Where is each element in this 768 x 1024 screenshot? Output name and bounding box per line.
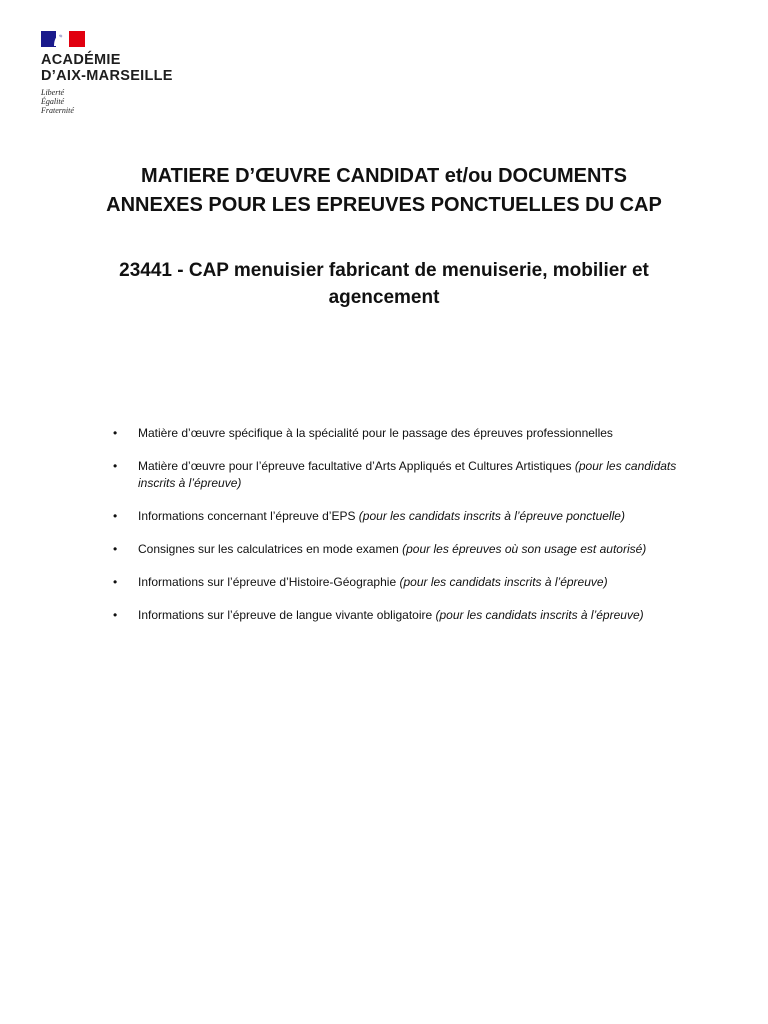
list-item-note: (pour les candidats inscrits à l’épreuve) bbox=[138, 459, 677, 490]
list-item-note: (pour les candidats inscrits à l’épreuve) bbox=[399, 575, 608, 589]
list-item-note: (pour les épreuves où son usage est autorisé) bbox=[402, 542, 647, 556]
bullet-icon: • bbox=[113, 542, 118, 556]
academy-name-line2: D’AIX-MARSEILLE bbox=[41, 68, 173, 84]
list-item-text: Informations concernant l’épreuve d’EPS bbox=[138, 509, 359, 523]
document-title-line2: ANNEXES POUR LES EPREUVES PONCTUELLES DU CAP bbox=[106, 194, 662, 216]
list-item bbox=[113, 541, 683, 558]
motto-egalite: Égalité bbox=[41, 97, 65, 106]
list-item bbox=[113, 574, 683, 591]
list-item bbox=[113, 458, 683, 492]
list-item bbox=[113, 425, 683, 442]
document-list bbox=[113, 425, 683, 640]
list-item bbox=[113, 508, 683, 525]
diploma-title bbox=[60, 257, 708, 311]
diploma-title-line1: 23441 - CAP menuisier fabricant de menuiserie, mobilier et bbox=[119, 260, 649, 281]
list-item-note: (pour les candidats inscrits à l’épreuve) bbox=[435, 608, 644, 622]
bullet-icon: • bbox=[113, 509, 118, 523]
document-title-line1: MATIERE D’ŒUVRE CANDIDAT et/ou DOCUMENTS bbox=[141, 165, 627, 187]
list-item-note: (pour les candidats inscrits à l’épreuve ponctuelle) bbox=[358, 509, 625, 523]
bullet-icon: • bbox=[113, 575, 118, 589]
document-title bbox=[60, 162, 708, 220]
diploma-title-line2: agencement bbox=[328, 287, 440, 308]
list-item-text: Consignes sur les calculatrices en mode examen bbox=[138, 542, 403, 556]
marianne-flag-icon bbox=[41, 31, 85, 47]
list-item-text: Informations sur l’épreuve de langue vivante obligatoire bbox=[138, 608, 436, 622]
list-item-text: Informations sur l’épreuve d’Histoire-Géographie bbox=[138, 575, 400, 589]
academy-logo bbox=[41, 31, 201, 115]
academy-name-line1: ACADÉMIE bbox=[41, 52, 121, 68]
motto-fraternite: Fraternité bbox=[41, 106, 74, 115]
republic-motto bbox=[41, 88, 201, 115]
academy-name bbox=[41, 52, 201, 84]
list-item-text: Matière d’œuvre spécifique à la spécialité pour le passage des épreuves professionnelles bbox=[138, 426, 613, 440]
bullet-icon: • bbox=[113, 459, 118, 473]
bullet-icon: • bbox=[113, 608, 118, 622]
motto-liberte: Liberté bbox=[41, 88, 65, 97]
list-item-text: Matière d’œuvre pour l’épreuve facultative d’Arts Appliqués et Cultures Artistiques bbox=[138, 459, 575, 473]
bullet-icon: • bbox=[113, 426, 118, 440]
list-item bbox=[113, 607, 683, 624]
